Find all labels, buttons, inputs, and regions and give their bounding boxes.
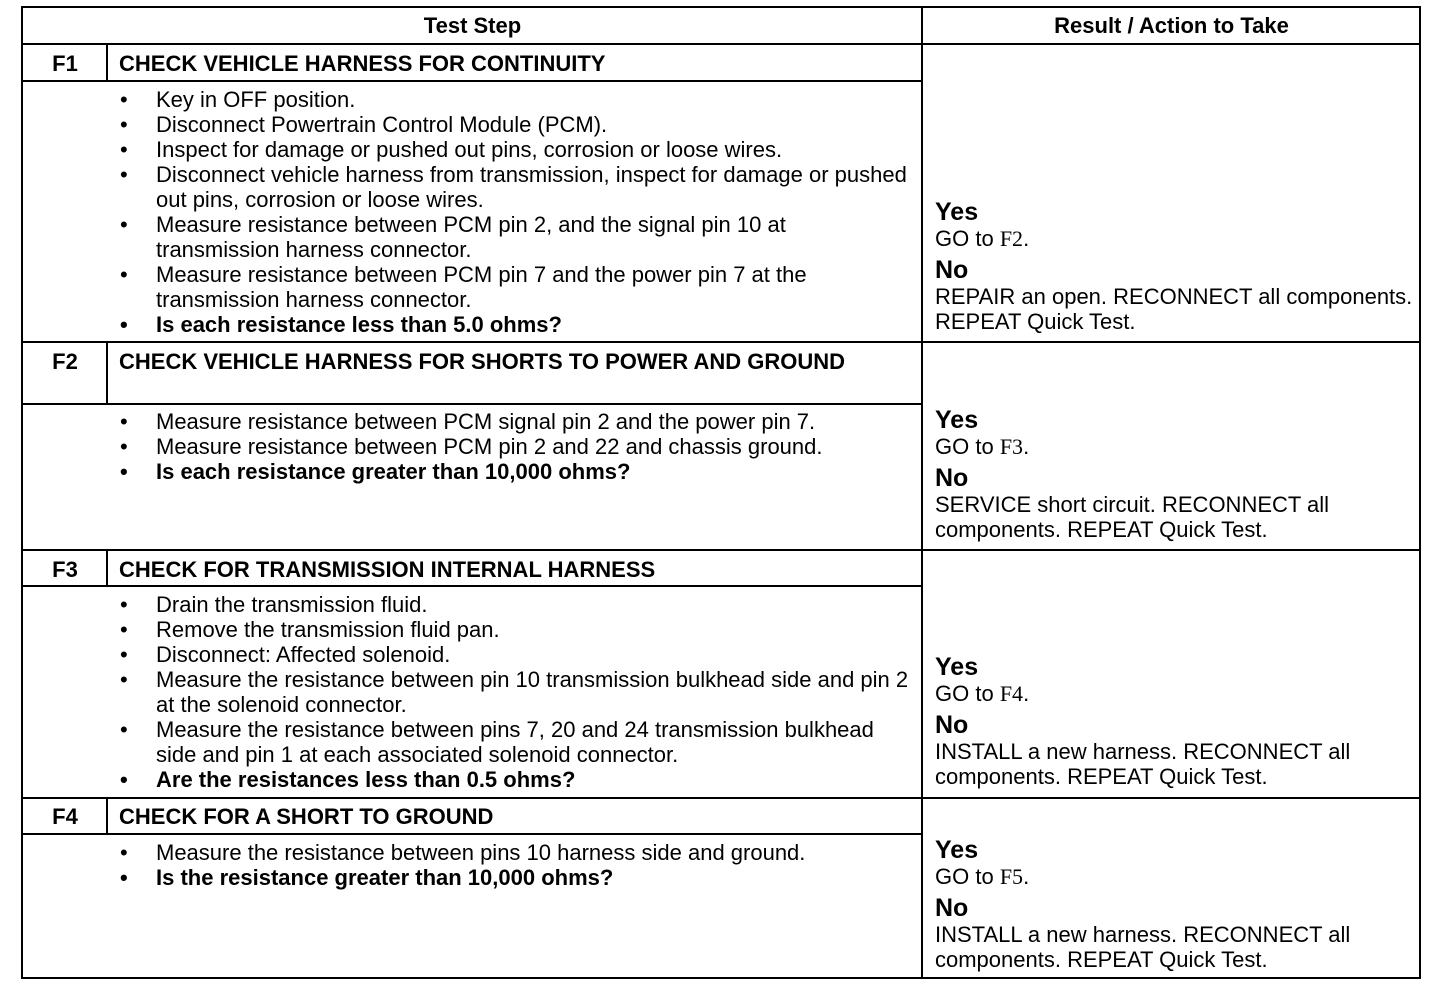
step-title-f2: CHECK VEHICLE HARNESS FOR SHORTS TO POWER AND GROUND <box>119 349 846 374</box>
yes-action: GO to F3. <box>935 434 1030 459</box>
no-action: REPAIR an open. RECONNECT all components. REPEAT Quick Test. <box>935 284 1413 334</box>
title-divider-f3 <box>23 585 922 587</box>
list-item: • Disconnect: Affected solenoid. <box>115 642 915 667</box>
step-id-f4: F4 <box>52 804 78 829</box>
step-question-f3: • Are the resistances less than 0.5 ohms? <box>115 767 915 792</box>
no-label: No <box>935 464 969 492</box>
step-reference-link[interactable]: F2 <box>999 226 1024 251</box>
step-bullets-f4 <box>115 840 915 890</box>
step-bullets-f3 <box>115 592 915 792</box>
header-divider <box>23 43 1421 45</box>
list-item: • Measure the resistance between pin 10 transmission bulkhead side and pin 2 at the solenoid connector. <box>115 667 915 717</box>
list-item: • Remove the transmission fluid pan. <box>115 617 915 642</box>
step-id-f3: F3 <box>52 557 78 582</box>
step-bullets-f2 <box>115 409 915 484</box>
result-f1 <box>935 199 1421 334</box>
list-item: • Disconnect Powertrain Control Module (PCM). <box>115 112 915 137</box>
header-result-action: Result / Action to Take <box>1054 13 1289 38</box>
title-divider-f4 <box>23 833 922 835</box>
step-id-f2: F2 <box>52 349 78 374</box>
yes-action: GO to F4. <box>935 681 1030 706</box>
step-id-f1: F1 <box>52 51 78 76</box>
list-item: • Measure the resistance between pins 10 harness side and ground. <box>115 840 915 865</box>
list-item: • Measure resistance between PCM pin 2 and 22 and chassis ground. <box>115 434 915 459</box>
no-action: SERVICE short circuit. RECONNECT all components. REPEAT Quick Test. <box>935 492 1330 542</box>
result-f3 <box>935 654 1421 789</box>
title-divider-f1 <box>23 80 922 82</box>
yes-label: Yes <box>935 198 979 226</box>
list-item: • Measure resistance between PCM pin 2, and the signal pin 10 at transmission harness connector. <box>115 212 915 262</box>
no-action: INSTALL a new harness. RECONNECT all components. REPEAT Quick Test. <box>935 922 1351 972</box>
yes-label: Yes <box>935 836 979 864</box>
title-divider-f2 <box>23 403 922 405</box>
header-test-step: Test Step <box>423 13 522 38</box>
list-item: • Key in OFF position. <box>115 87 915 112</box>
yes-action: GO to F5. <box>935 864 1030 889</box>
yes-label: Yes <box>935 653 979 681</box>
list-item: • Inspect for damage or pushed out pins, corrosion or loose wires. <box>115 137 915 162</box>
no-label: No <box>935 256 969 284</box>
step-bullets-f1 <box>115 87 915 337</box>
result-f4 <box>935 837 1421 972</box>
no-label: No <box>935 711 969 739</box>
yes-label: Yes <box>935 406 979 434</box>
row-divider-f3-f4 <box>23 797 1421 799</box>
no-action: INSTALL a new harness. RECONNECT all components. REPEAT Quick Test. <box>935 739 1351 789</box>
row-divider-f2-f3 <box>23 549 1421 551</box>
row-divider-f1-f2 <box>23 341 1421 343</box>
list-item: • Measure resistance between PCM pin 7 and the power pin 7 at the transmission harness connector. <box>115 262 915 312</box>
step-title-f1: CHECK VEHICLE HARNESS FOR CONTINUITY <box>119 51 606 76</box>
step-reference-link[interactable]: F5 <box>999 864 1024 889</box>
diagnostic-table <box>21 6 1421 979</box>
list-item: • Measure resistance between PCM signal pin 2 and the power pin 7. <box>115 409 915 434</box>
step-question-f4: • Is the resistance greater than 10,000 ohms? <box>115 865 915 890</box>
result-f2 <box>935 407 1421 542</box>
no-label: No <box>935 894 969 922</box>
list-item: • Drain the transmission fluid. <box>115 592 915 617</box>
step-title-f3: CHECK FOR TRANSMISSION INTERNAL HARNESS <box>119 557 656 582</box>
step-reference-link[interactable]: F3 <box>999 434 1024 459</box>
list-item: • Measure the resistance between pins 7, 20 and 24 transmission bulkhead side and pin 1 at each associated solenoid connector. <box>115 717 915 767</box>
step-question-f2: • Is each resistance greater than 10,000 ohms? <box>115 459 915 484</box>
yes-action: GO to F2. <box>935 226 1030 251</box>
step-title-f4: CHECK FOR A SHORT TO GROUND <box>119 804 494 829</box>
step-question-f1: • Is each resistance less than 5.0 ohms? <box>115 312 915 337</box>
step-reference-link[interactable]: F4 <box>999 681 1024 706</box>
list-item: • Disconnect vehicle harness from transmission, inspect for damage or pushed out pins, corrosion or loose wires. <box>115 162 915 212</box>
